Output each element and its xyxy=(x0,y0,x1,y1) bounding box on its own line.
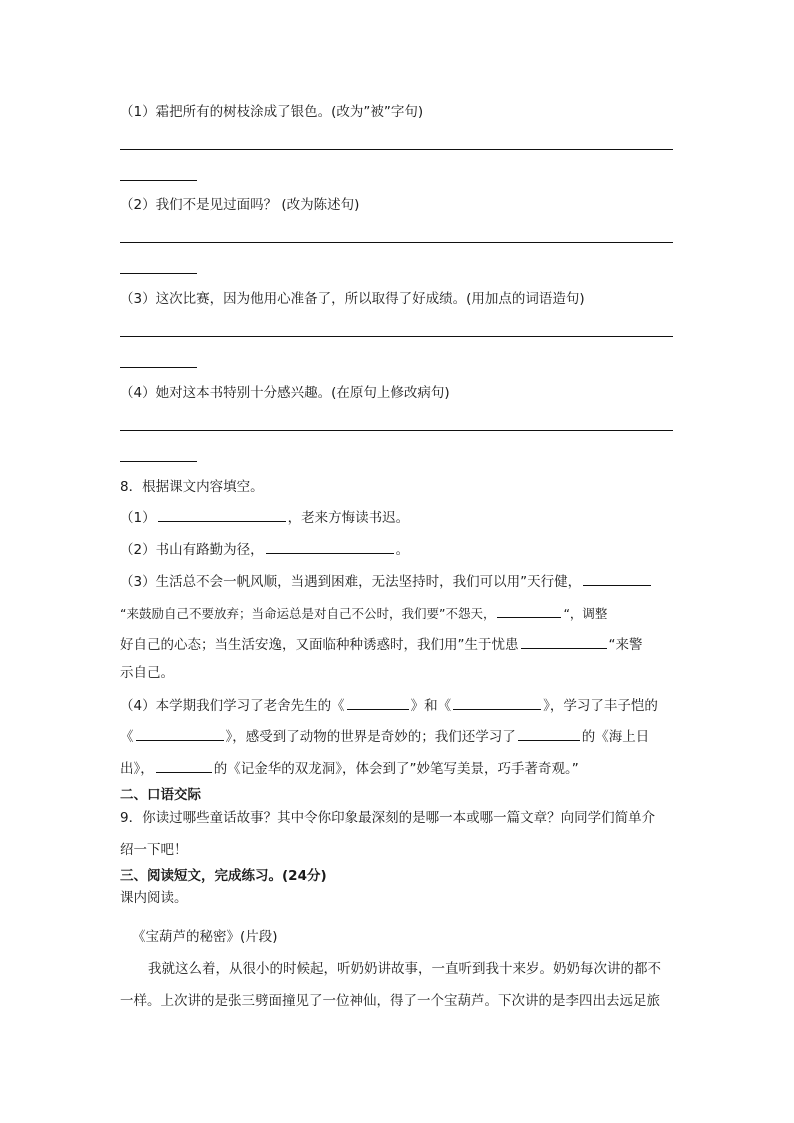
answer-line-1-end[interactable] xyxy=(120,180,197,181)
q8-part-2: （2）书山有路勤为径， 。 xyxy=(120,539,409,560)
q8-part-3-line-1: （3）生活总不会一帆风顺，当遇到困难，无法坚持时，我们可以用”天行健， xyxy=(120,571,653,592)
answer-line-2[interactable] xyxy=(120,242,673,243)
answer-line-3-end[interactable] xyxy=(120,367,197,368)
q8-part-1: （1） ，老来方悔读书迟。 xyxy=(120,507,409,528)
fill-blank[interactable] xyxy=(156,758,212,773)
q8-part-4-line-1: （4）本学期我们学习了老舍先生的《 》和《 》，学习了丰子恺的 xyxy=(120,695,658,716)
answer-line-3[interactable] xyxy=(120,336,673,337)
fill-blank[interactable] xyxy=(583,571,651,586)
passage-line-2: 一样。上次讲的是张三劈面撞见了一位神仙，得了一个宝葫芦。下次讲的是李四出去远足旅 xyxy=(120,993,660,1009)
answer-line-2-end[interactable] xyxy=(120,273,197,274)
section-3-title: 三、阅读短文，完成练习。(24分) xyxy=(120,868,327,884)
section-2-title: 二、口语交际 xyxy=(120,787,201,803)
passage-title: 《宝葫芦的秘密》(片段) xyxy=(132,929,278,945)
q9-line-1: 9．你读过哪些童话故事？其中令你印象最深刻的是哪一本或哪一篇文章？向同学们简单介 xyxy=(120,810,656,826)
q8-part-3-line-4: 示自己。 xyxy=(120,665,174,681)
q9-line-2: 绍一下吧！ xyxy=(120,842,188,858)
fill-blank[interactable] xyxy=(266,539,394,554)
answer-line-4-end[interactable] xyxy=(120,461,197,462)
rewrite-question-2: （2）我们不是见过面吗？ (改为陈述句) xyxy=(120,197,360,213)
fill-blank[interactable] xyxy=(347,695,409,710)
answer-line-1[interactable] xyxy=(120,149,673,150)
q8-part-4-line-2: 《 》，感受到了动物的世界是奇妙的；我们还学习了 的《海上日 xyxy=(120,726,649,747)
rewrite-question-4: （4）她对这本书特别十分感兴趣。(在原句上修改病句) xyxy=(120,385,450,401)
fill-blank[interactable] xyxy=(518,726,580,741)
fill-blank[interactable] xyxy=(521,634,607,649)
rewrite-question-3: （3）这次比赛，因为他用心准备了，所以取得了好成绩。(用加点的词语造句) xyxy=(120,291,585,307)
q8-title: 8．根据课文内容填空。 xyxy=(120,479,264,495)
passage-line-1: 我就这么着，从很小的时候起，听奶奶讲故事，一直听到我十来岁。奶奶每次讲的都不 xyxy=(148,961,661,977)
q8-part-3-line-3: 好自己的心态；当生活安逸，又面临种种诱惑时，我们用”生于忧患 “来警 xyxy=(120,634,643,655)
q8-part-3-line-2: “来鼓励自己不要放弃；当命运总是对自己不公时，我们要”不怨天， “，调整 xyxy=(120,603,607,624)
answer-line-4[interactable] xyxy=(120,430,673,431)
section-3-subtitle: 课内阅读。 xyxy=(120,890,188,906)
fill-blank[interactable] xyxy=(453,695,541,710)
fill-blank[interactable] xyxy=(136,726,224,741)
fill-blank[interactable] xyxy=(497,603,561,618)
q8-part-4-line-3: 出》， 的《记金华的双龙洞》，体会到了”妙笔写美景，巧手著奇观。” xyxy=(120,758,579,779)
fill-blank[interactable] xyxy=(158,507,286,522)
rewrite-question-1: （1）霜把所有的树枝涂成了银色。(改为”被”字句) xyxy=(120,104,424,120)
